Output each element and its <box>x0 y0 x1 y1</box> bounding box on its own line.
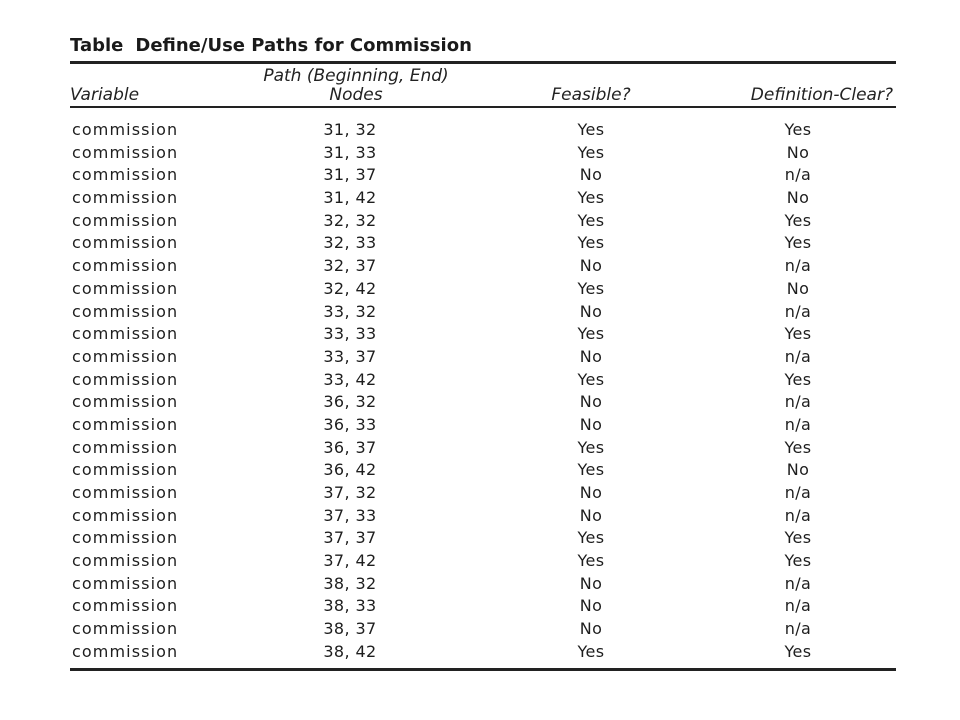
cell-variable: commission <box>72 233 179 253</box>
cell-feasible: Yes <box>577 369 605 389</box>
table-row <box>0 618 960 641</box>
table-row <box>0 573 960 596</box>
cell-path: 37, 42 <box>323 551 377 571</box>
table-row <box>0 255 960 278</box>
cell-feasible: Yes <box>577 460 605 480</box>
cell-definition-clear: n/a <box>784 392 812 412</box>
cell-feasible: No <box>579 573 603 593</box>
cell-variable: commission <box>72 414 179 434</box>
header-feasible: Feasible? <box>551 85 631 105</box>
cell-definition-clear: n/a <box>784 414 812 434</box>
cell-feasible: No <box>579 619 603 639</box>
cell-path: 31, 42 <box>323 188 377 208</box>
cell-variable: commission <box>72 346 179 366</box>
cell-variable: commission <box>72 596 179 616</box>
table-row <box>0 210 960 233</box>
table-caption <box>70 35 472 56</box>
cell-definition-clear: No <box>786 188 810 208</box>
cell-feasible: No <box>579 596 603 616</box>
top-rule <box>70 61 896 64</box>
cell-definition-clear: No <box>786 278 810 298</box>
cell-variable: commission <box>72 369 179 389</box>
table-row <box>0 550 960 573</box>
cell-path: 36, 42 <box>323 460 377 480</box>
cell-path: 32, 42 <box>323 278 377 298</box>
header-path-line1: Path (Beginning, End) <box>263 66 449 86</box>
cell-definition-clear: No <box>786 142 810 162</box>
cell-path: 33, 33 <box>323 324 377 344</box>
cell-definition-clear: n/a <box>784 301 812 321</box>
cell-path: 31, 37 <box>323 165 377 185</box>
cell-feasible: No <box>579 346 603 366</box>
cell-variable: commission <box>72 641 179 661</box>
cell-variable: commission <box>72 278 179 298</box>
cell-variable: commission <box>72 483 179 502</box>
cell-feasible: Yes <box>577 278 605 298</box>
cell-path: 33, 37 <box>323 346 377 366</box>
cell-path: 38, 32 <box>323 573 377 593</box>
table-row <box>0 482 960 505</box>
cell-definition-clear: Yes <box>784 551 812 571</box>
header-rule <box>70 106 896 108</box>
cell-definition-clear: Yes <box>784 120 812 139</box>
cell-variable: commission <box>72 551 179 571</box>
table-row <box>0 278 960 301</box>
cell-path: 38, 37 <box>323 619 377 639</box>
cell-feasible: Yes <box>577 120 605 139</box>
cell-definition-clear: n/a <box>784 165 812 185</box>
table-row <box>0 164 960 187</box>
cell-feasible: Yes <box>577 188 605 208</box>
cell-variable: commission <box>72 210 179 230</box>
cell-variable: commission <box>72 165 179 185</box>
cell-variable: commission <box>72 324 179 344</box>
cell-definition-clear: n/a <box>784 619 812 639</box>
cell-feasible: Yes <box>577 210 605 230</box>
table-row <box>0 414 960 437</box>
cell-definition-clear: n/a <box>784 596 812 616</box>
table-row <box>0 232 960 255</box>
bottom-rule <box>70 668 896 671</box>
cell-path: 33, 32 <box>323 301 377 321</box>
cell-feasible: Yes <box>577 142 605 162</box>
cell-variable: commission <box>72 573 179 593</box>
cell-feasible: Yes <box>577 437 605 457</box>
cell-feasible: Yes <box>577 324 605 344</box>
cell-definition-clear: Yes <box>784 437 812 457</box>
table-row <box>0 391 960 414</box>
cell-feasible: No <box>579 392 603 412</box>
cell-feasible: Yes <box>577 641 605 661</box>
table-row <box>0 301 960 324</box>
cell-feasible: No <box>579 483 603 502</box>
table-row <box>0 142 960 165</box>
cell-variable: commission <box>72 392 179 412</box>
cell-variable: commission <box>72 505 179 525</box>
cell-definition-clear: No <box>786 460 810 480</box>
cell-path: 37, 32 <box>323 483 377 502</box>
cell-path: 36, 33 <box>323 414 377 434</box>
cell-path: 36, 37 <box>323 437 377 457</box>
caption-title: Define/Use Paths for Commission <box>135 35 472 56</box>
cell-path: 31, 33 <box>323 142 377 162</box>
cell-feasible: No <box>579 301 603 321</box>
cell-variable: commission <box>72 142 179 162</box>
cell-variable: commission <box>72 301 179 321</box>
table-row <box>0 437 960 460</box>
cell-feasible: Yes <box>577 551 605 571</box>
table-row <box>0 527 960 550</box>
cell-definition-clear: n/a <box>784 573 812 593</box>
table-row <box>0 459 960 482</box>
cell-path: 32, 37 <box>323 256 377 276</box>
caption-label: Table <box>70 35 124 56</box>
cell-definition-clear: n/a <box>784 346 812 366</box>
table-row <box>0 595 960 618</box>
cell-feasible: Yes <box>577 528 605 548</box>
cell-definition-clear: Yes <box>784 528 812 548</box>
table-row <box>0 641 960 664</box>
cell-definition-clear: Yes <box>784 369 812 389</box>
cell-path: 31, 32 <box>323 120 377 139</box>
cell-path: 33, 42 <box>323 369 377 389</box>
cell-path: 32, 32 <box>323 210 377 230</box>
cell-variable: commission <box>72 188 179 208</box>
cell-variable: commission <box>72 460 179 480</box>
cell-path: 37, 33 <box>323 505 377 525</box>
header-path-line2: Nodes <box>329 85 383 105</box>
cell-definition-clear: n/a <box>784 505 812 525</box>
cell-definition-clear: Yes <box>784 324 812 344</box>
cell-feasible: No <box>579 505 603 525</box>
cell-definition-clear: Yes <box>784 233 812 253</box>
cell-feasible: Yes <box>577 233 605 253</box>
cell-definition-clear: n/a <box>784 256 812 276</box>
cell-variable: commission <box>72 256 179 276</box>
table-body <box>0 119 960 664</box>
cell-path: 32, 33 <box>323 233 377 253</box>
cell-path: 36, 32 <box>323 392 377 412</box>
table-row <box>0 369 960 392</box>
cell-variable: commission <box>72 120 179 139</box>
table-row <box>0 119 960 142</box>
header-definition-clear: Definition-Clear? <box>750 85 893 105</box>
cell-path: 37, 37 <box>323 528 377 548</box>
table-row <box>0 323 960 346</box>
cell-variable: commission <box>72 437 179 457</box>
table-row <box>0 346 960 369</box>
cell-feasible: No <box>579 414 603 434</box>
cell-definition-clear: Yes <box>784 641 812 661</box>
header-variable: Variable <box>70 85 140 105</box>
cell-path: 38, 42 <box>323 641 377 661</box>
cell-definition-clear: n/a <box>784 483 812 502</box>
cell-path: 38, 33 <box>323 596 377 616</box>
table-row <box>0 505 960 528</box>
cell-feasible: No <box>579 256 603 276</box>
table-row <box>0 187 960 210</box>
cell-feasible: No <box>579 165 603 185</box>
cell-variable: commission <box>72 528 179 548</box>
cell-variable: commission <box>72 619 179 639</box>
cell-definition-clear: Yes <box>784 210 812 230</box>
